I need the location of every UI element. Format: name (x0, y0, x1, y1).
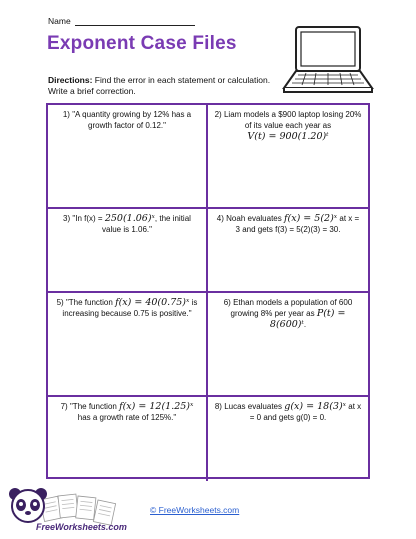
problem-number: 1) (62, 110, 70, 119)
name-field (48, 16, 195, 26)
problem-equation: P(t) = 8(600)ᵗ (269, 308, 346, 330)
problem-number: 8) (214, 402, 222, 411)
page-title: Exponent Case Files (47, 33, 237, 54)
problem-equation: V(t) = 900(1.20)ᵗ (247, 131, 329, 142)
problem-4[interactable] (208, 209, 368, 293)
problem-text: Lucas evaluates (224, 402, 283, 411)
footer-link[interactable]: © FreeWorksheets.com (150, 505, 240, 515)
directions-text: Find the error in each statement or calculation. Write a brief correction. (48, 75, 271, 96)
problem-text: Noah evaluates (226, 214, 282, 223)
laptop-icon (282, 24, 374, 96)
problem-text: at x = 3 and gets f(3) = 5(2)(3) = 30. (235, 214, 360, 234)
problem-grid (46, 103, 370, 479)
name-line[interactable] (75, 17, 195, 26)
problem-equation: f(x) = 40(0.75)ˣ (115, 297, 190, 308)
problem-text: Ethan models a population of 600 growing 8% per year as (230, 298, 353, 318)
problem-2[interactable] (208, 105, 368, 209)
problem-text: "The function (65, 298, 113, 307)
problem-text: at x = 0 and gets g(0) = 0. (249, 402, 362, 422)
problem-text: "The function (69, 402, 117, 411)
problem-7[interactable] (48, 397, 208, 481)
name-label: Name (48, 16, 71, 26)
problem-equation: f(x) = 5(2)ˣ (283, 213, 338, 224)
problem-text: , the initial value is 1.06." (102, 214, 191, 234)
problem-number: 4) (216, 214, 224, 223)
directions-label: Directions: (48, 75, 93, 85)
problem-text: "In f(x) = (72, 214, 103, 223)
problem-equation: g(x) = 18(3)ˣ (284, 401, 347, 412)
problem-text: has a growth rate of 125%." (77, 413, 177, 422)
problem-5[interactable] (48, 293, 208, 397)
problem-3[interactable] (48, 209, 208, 293)
problem-number: 5) (56, 298, 64, 307)
problem-text: is increasing because 0.75 is positive." (62, 298, 198, 318)
problem-number: 3) (63, 214, 71, 223)
panda-icon (9, 488, 47, 522)
problem-equation: f(x) = 12(1.25)ˣ (119, 401, 194, 412)
problem-text: Liam models a $900 laptop losing 20% of its value each year as (223, 110, 362, 130)
problem-number: 6) (223, 298, 231, 307)
directions (48, 75, 276, 96)
logo-text: FreeWorksheets.com (36, 522, 127, 532)
problem-1[interactable] (48, 105, 208, 209)
problem-8[interactable] (208, 397, 368, 481)
problem-text: . (303, 320, 307, 329)
problem-number: 7) (60, 402, 68, 411)
problem-text: "A quantity growing by 12% has a growth factor of 0.12." (72, 110, 192, 130)
problem-number: 2) (214, 110, 222, 119)
problem-equation: 250(1.06)ˣ (104, 213, 155, 224)
problem-6[interactable] (208, 293, 368, 397)
